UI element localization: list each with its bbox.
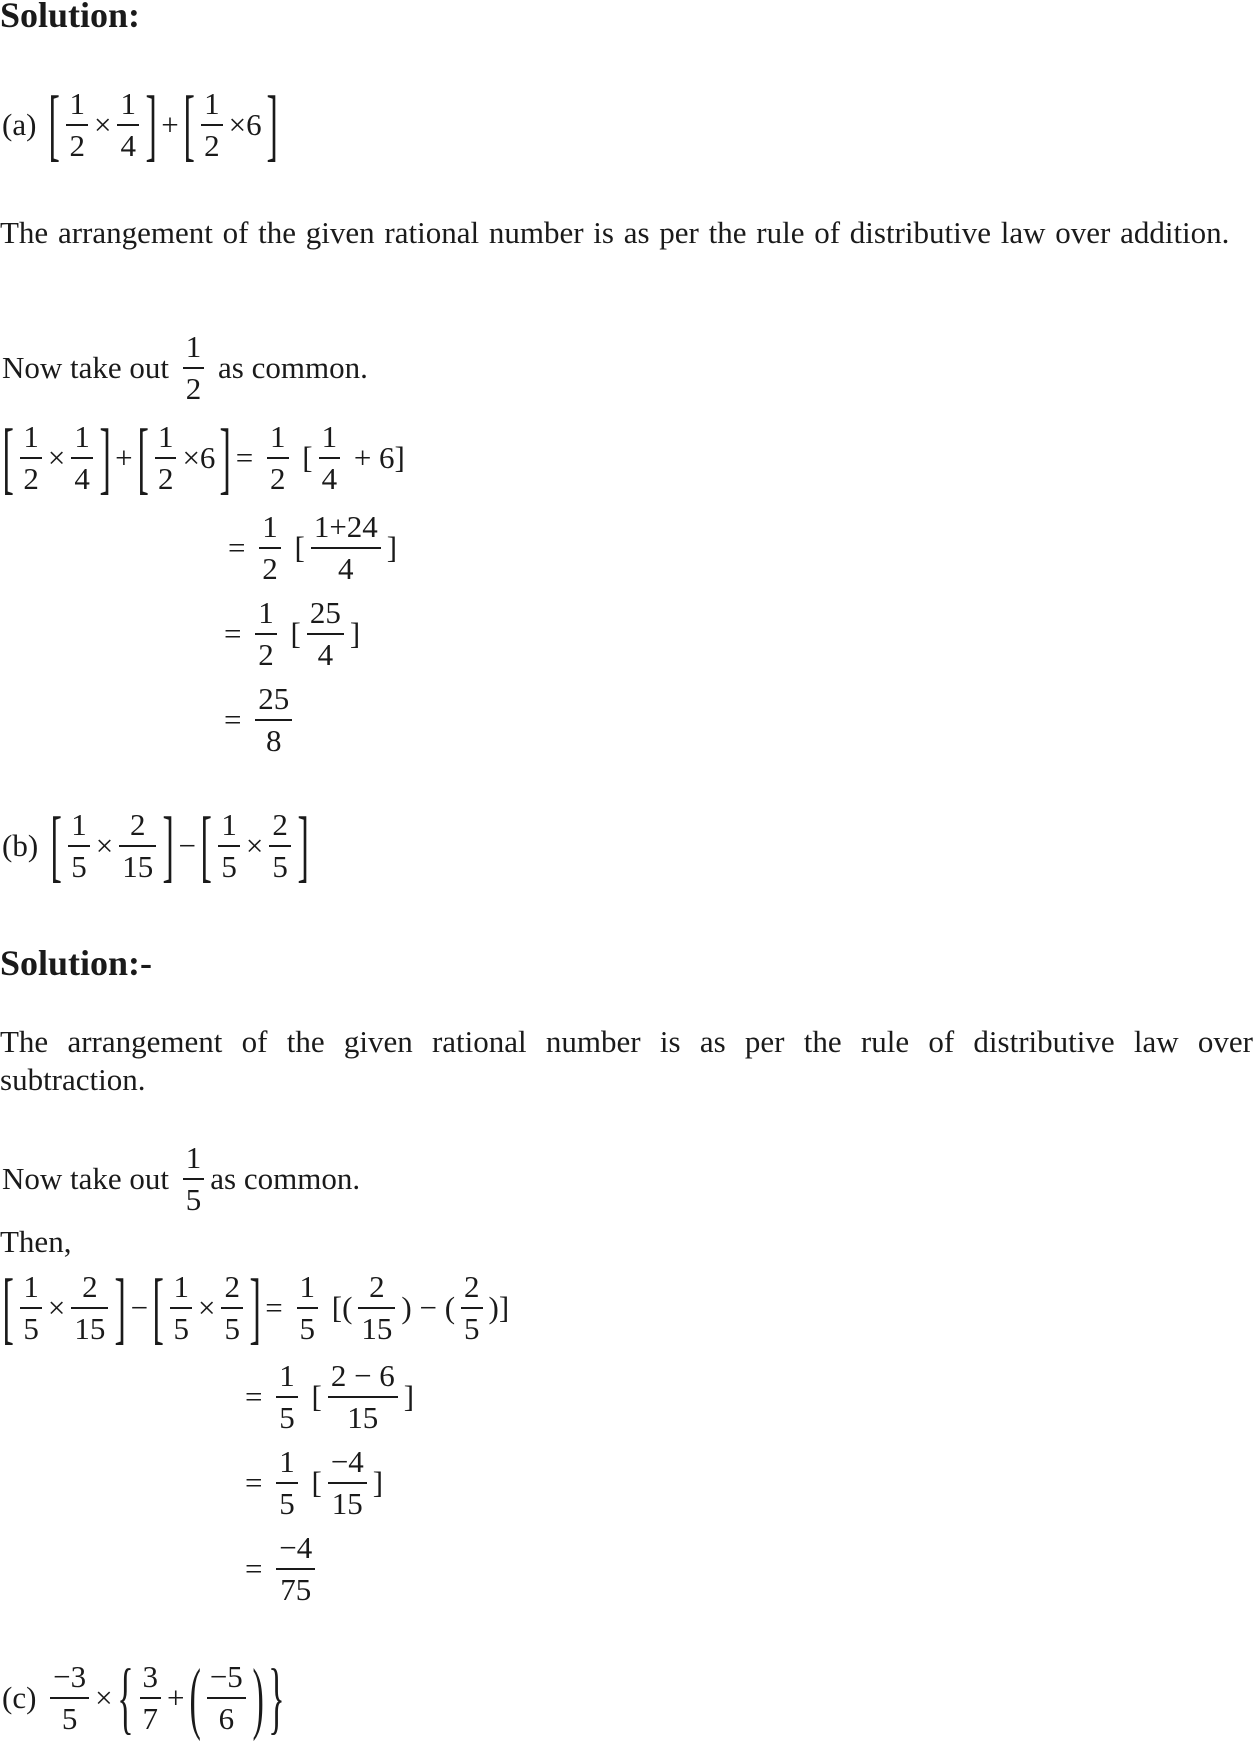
math-text: ] [372,1465,384,1500]
denominator: 5 [276,1482,298,1524]
math-text: × [47,440,66,475]
fraction [183,327,205,409]
numerator: 2 [464,1269,480,1304]
numerator: 1 [23,1269,39,1304]
math-text: × [93,107,112,142]
numerator: 1 [299,1269,315,1304]
bracket-group [0,411,113,503]
numerator: −3 [53,1659,87,1694]
numerator: 25 [258,681,290,716]
denominator: 4 [307,633,344,675]
math-text: [ [286,530,305,565]
denominator: 2 [267,457,289,499]
close-bracket: ] [145,78,157,170]
denominator: 5 [50,1697,89,1739]
denominator: 2 [259,547,281,589]
part-c-expression [0,1648,287,1748]
fraction [117,84,139,166]
part-b-expression [0,796,311,896]
close-bracket: ] [99,411,111,503]
numerator: 2 [224,1269,240,1304]
denominator: 5 [170,1307,192,1349]
open-bracket: [ [50,799,62,891]
numerator: −5 [209,1659,243,1694]
fraction [328,1442,367,1524]
fraction [297,1267,319,1349]
paragraph-distributive-subtraction: The arrangement of the given rational number is as per the rule of distributive law over subtraction. [0,1024,1253,1097]
step-b-2 [243,1347,416,1447]
math-text: − [130,1290,149,1325]
math-text: = [235,440,261,475]
numerator: 1 [270,419,286,454]
bracket-group [46,78,159,170]
fraction [269,805,291,887]
fraction [183,1138,205,1220]
denominator: 5 [461,1307,483,1349]
close-bracket: ] [219,411,232,503]
denominator: 2 [183,367,205,409]
open-bracket: [ [152,1261,164,1353]
bracket-group [150,1261,263,1353]
fraction [276,1442,298,1524]
bracket-group [198,799,311,891]
bracket-group [0,1261,129,1353]
solution-heading-b: Solution:- [0,943,153,983]
denominator: 5 [218,845,240,887]
math-text: )] [488,1290,510,1325]
math-text: Now take out [2,1161,177,1196]
fraction [66,84,88,166]
denominator: 8 [255,719,292,761]
denominator: 2 [155,457,177,499]
paragraph-distributive-addition: The arrangement of the given rational number is as per the rule of distributive law over addition. [0,215,1230,250]
close-bracket: ] [162,799,175,891]
math-text: [( [324,1290,353,1325]
denominator: 15 [71,1307,108,1349]
denominator: 4 [71,457,93,499]
fraction [255,679,292,761]
math-text: [ [303,1379,322,1414]
step-a-2 [226,498,399,598]
denominator: 5 [183,1178,205,1220]
solution-heading: Solution: [0,0,141,35]
fraction [218,805,240,887]
numerator: 1 [185,329,202,364]
math-text: − [178,828,197,863]
numerator: 3 [142,1659,159,1694]
fraction [259,507,281,589]
bracket-group [48,799,177,891]
numerator: 1 [173,1269,189,1304]
fraction [255,593,277,675]
numerator: 1 [258,595,274,630]
open-bracket: { [116,1651,134,1743]
fraction [276,1356,298,1438]
bracket-group [187,1651,267,1743]
step-b-1 [0,1258,511,1358]
bracket-group [135,411,234,503]
math-text: [ [282,616,301,651]
fraction [155,417,177,499]
fraction [201,84,223,166]
math-text: Now take out [2,350,177,385]
math-text: [ [303,1465,322,1500]
denominator: 5 [221,1307,243,1349]
math-text: (b) [2,828,46,863]
bracket-group [115,1651,287,1743]
math-text: + 6] [346,440,405,475]
denominator: 4 [319,457,341,499]
step-b-4 [243,1519,319,1619]
close-bracket: ) [252,1651,264,1743]
close-bracket: ] [297,799,309,891]
math-text: × [245,828,264,863]
fraction [267,417,289,499]
numerator: 1 [321,419,338,454]
fraction [328,1356,398,1438]
open-bracket: [ [137,411,149,503]
math-text: × [95,1680,113,1715]
numerator: 2 [272,807,288,842]
math-text: = [228,530,254,565]
numerator: 1 [74,419,90,454]
fraction [207,1657,246,1739]
denominator: 4 [311,547,381,589]
fraction [50,1657,89,1739]
denominator: 75 [276,1568,315,1610]
fraction [68,805,90,887]
denominator: 7 [140,1697,162,1739]
close-bracket: } [268,1651,285,1743]
math-text: × [197,1290,216,1325]
math-text: = [245,1379,271,1414]
numerator: 2 [82,1269,98,1304]
numerator: 2 [369,1269,385,1304]
numerator: 1 [221,807,237,842]
math-text: (c) [2,1680,45,1715]
numerator: 25 [309,595,341,630]
close-bracket: ] [114,1261,127,1353]
denominator: 5 [68,845,90,887]
numerator: 1 [23,419,39,454]
math-text: × [47,1290,66,1325]
denominator: 2 [255,633,277,675]
fraction [358,1267,395,1349]
numerator: 1 [120,86,136,121]
math-text: (a) [2,107,45,142]
take-out-fifth [0,1129,362,1229]
bracket-group [181,78,280,170]
math-text: ] [386,530,398,565]
numerator: 1+24 [313,509,378,544]
fraction [311,507,381,589]
math-text: ×6 [182,440,216,475]
numerator: 1 [279,1444,295,1479]
denominator: 2 [201,124,223,166]
fraction [71,1267,108,1349]
part-a-expression [0,75,280,175]
denominator: 15 [328,1396,398,1438]
denominator: 4 [117,124,139,166]
denominator: 5 [276,1396,298,1438]
numerator: −4 [279,1530,313,1565]
close-bracket: ] [266,78,278,170]
math-text: + [161,107,179,142]
step-a-3 [222,584,362,684]
math-text: ) − ( [401,1290,456,1325]
open-bracket: [ [48,78,61,170]
open-bracket: [ [2,411,14,503]
numerator: 2 − 6 [330,1358,395,1393]
denominator: 15 [358,1307,395,1349]
math-text: as common. [210,1161,361,1196]
numerator: −4 [330,1444,364,1479]
denominator: 15 [328,1482,367,1524]
math-text: = [245,1551,271,1586]
math-text: = [224,702,250,737]
step-b-3 [243,1433,385,1533]
fraction [170,1267,192,1349]
math-text: + [167,1680,185,1715]
fraction [276,1528,315,1610]
numerator: 2 [129,807,146,842]
numerator: 1 [71,807,87,842]
denominator: 15 [119,845,156,887]
math-text: ×6 [228,107,262,142]
take-out-half [0,318,370,418]
numerator: 1 [204,86,220,121]
step-a-1 [0,408,407,508]
denominator: 6 [207,1697,246,1739]
math-text: = [245,1465,271,1500]
numerator: 1 [157,419,174,454]
fraction [307,593,344,675]
denominator: 2 [66,124,88,166]
math-text: + [115,440,133,475]
then-text: Then, [0,1224,72,1259]
numerator: 1 [279,1358,295,1393]
fraction [319,417,341,499]
math-text: = [224,616,250,651]
math-text: as common. [210,350,368,385]
math-text: = [265,1290,291,1325]
open-bracket: [ [200,799,212,891]
math-text: ] [349,616,361,651]
denominator: 5 [20,1307,42,1349]
fraction [20,1267,42,1349]
denominator: 2 [20,457,42,499]
fraction [119,805,156,887]
denominator: 5 [269,845,291,887]
fraction [20,417,42,499]
fraction [221,1267,243,1349]
fraction [140,1657,162,1739]
close-bracket: ] [249,1261,261,1353]
step-a-4 [222,670,296,770]
numerator: 1 [262,509,278,544]
math-text: [ [294,440,313,475]
numerator: 1 [69,86,85,121]
math-text: × [95,828,114,863]
open-bracket: ( [188,1651,201,1743]
fraction [71,417,93,499]
fraction [461,1267,483,1349]
numerator: 1 [185,1140,202,1175]
open-bracket: [ [2,1261,14,1353]
math-text: ] [403,1379,415,1414]
denominator: 5 [297,1307,319,1349]
open-bracket: [ [183,78,195,170]
